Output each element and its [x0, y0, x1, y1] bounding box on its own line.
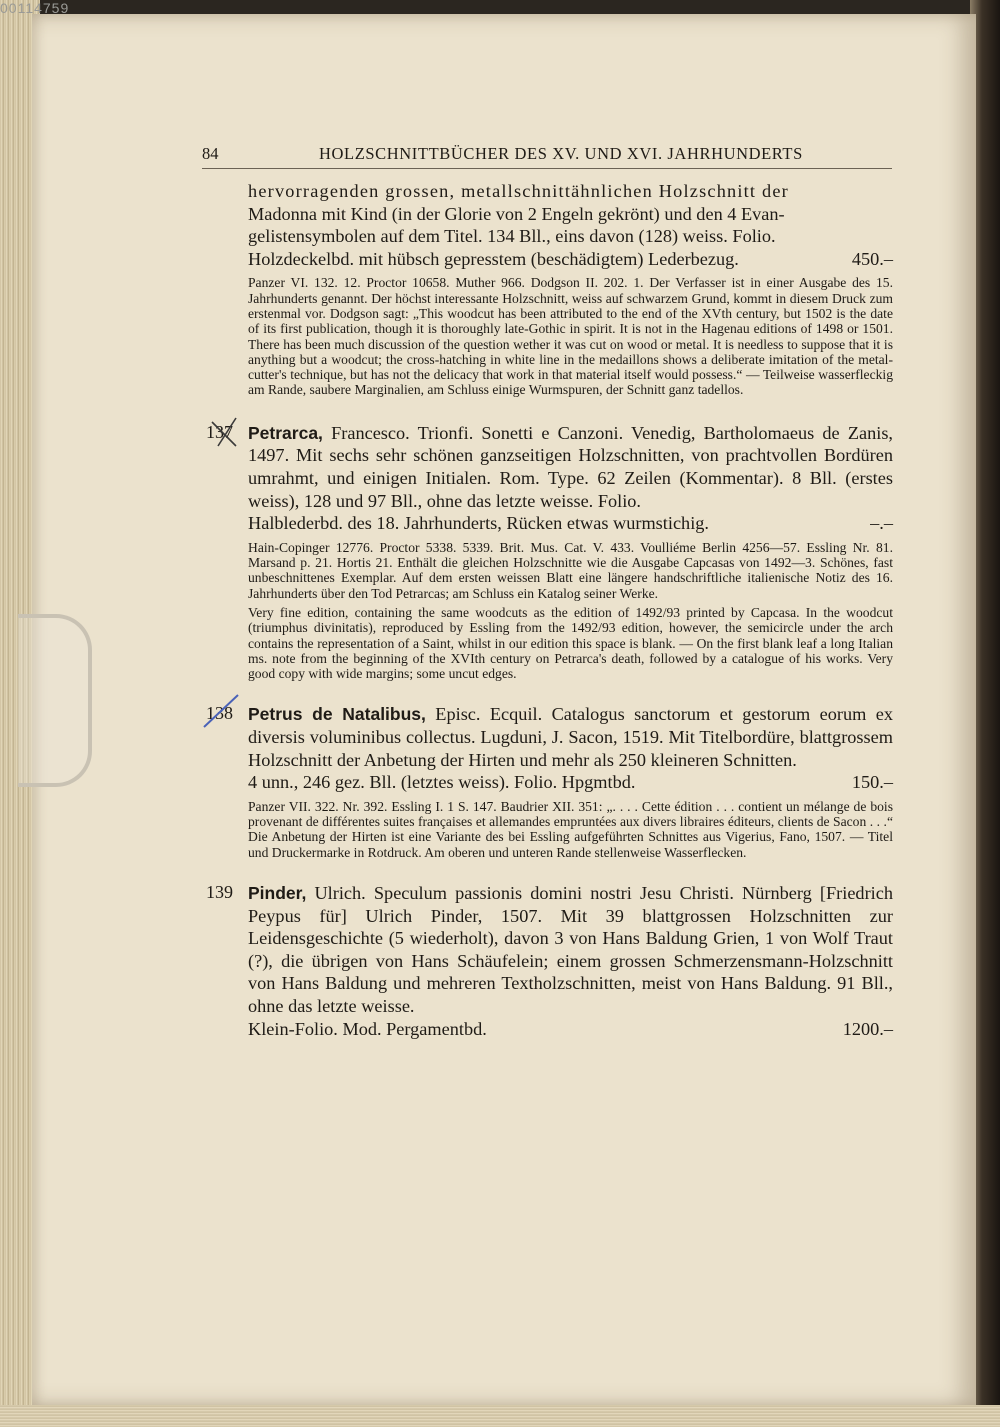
price: 450.– [851, 248, 893, 269]
entry-number: 137 [206, 421, 233, 442]
scan-stamp: 00114759 [0, 0, 70, 16]
entry-continuation [248, 180, 893, 398]
description-line: 4 unn., 246 gez. Bll. (letztes weiss). Folio. Hpgmtbd. [248, 772, 636, 793]
entry-description: Francesco. Trionfi. Sonetti e Canzoni. Venedig, Bartholomaeus de Zanis, 1497. Mit sechs sehr schönen ganzseitigen Holzschnitten, von prachtvollen Bordüren umrahmt, und einigen Initialen. Rom. Type. 62 Zeilen (Kommentar). 8 Bll. (erstes weiss), 128 und 97 Bll., ohne das letzte weisse. Folio. [248, 422, 893, 511]
entry-number: 139 [206, 881, 233, 902]
price: –.– [870, 513, 893, 534]
running-header [202, 144, 892, 169]
entry-description [248, 180, 893, 270]
running-title: HOLZSCHNITTBÜCHER DES XV. UND XVI. JAHRHUNDERTS [319, 144, 803, 163]
description-line: hervorragenden grossen, metallschnittähnlichen Holzschnitt der [248, 181, 789, 201]
entry-number: 138 [206, 703, 233, 724]
entry-139 [206, 881, 893, 1040]
entry-137 [206, 421, 893, 682]
description-line: Klein-Folio. Mod. Pergamentbd. [248, 1018, 487, 1039]
entry-description: Episc. Ecquil. Catalogus sanctorum et gestorum eorum ex diversis voluminibus collectus. Lugduni, J. Sacon, 1519. Mit Titelbordüre, blattgrossem Holzschnitt der Anbetung der Hirten und mehr als 250 kleineren Schnitten. [248, 704, 893, 770]
bibliographic-note: Panzer VI. 132. 12. Proctor 10658. Muther 966. Dodgson II. 202. 1. Der Verfasser ist in einer Ausgabe des 15. Jahrhunderts genannt. Der höchst interessante Holzschnitt, weiss auf schwarzem Grund, kommt in diesem Druck zum erstenmal vor. Dodgson sagt: „This woodcut has been attributed to the end of the XVth century, but 1502 is the date of its first publication, though it is thoroughly late-Gothic in spirit. It is not in the Hagenau editions of 1498 or 1501. There has been much discussion of the question wether it was cut on wood or metal. It is needless to suppose that it is anything but a woodcut; the cross-hatching in white line in the medaillons shows a deliberate imitation of the metal-cutter's technique, but has not the delicacy that work in that material itself would possess.“ — Teilweise wasserfleckig am Rande, saubere Marginalien, am Schluss einige Wurmspuren, der Schnitt ganz tadellos. [248, 275, 893, 398]
text-column [206, 180, 893, 1040]
entry-138 [206, 703, 893, 860]
price: 150.– [851, 772, 893, 793]
entry-author: Petrarca, [248, 422, 323, 443]
entry-author: Pinder, [248, 882, 307, 903]
description-line: Madonna mit Kind (in der Glorie von 2 Engeln gekrönt) und den 4 Evan- [248, 203, 785, 224]
description-line: Halblederbd. des 18. Jahrhunderts, Rücken etwas wurmstichig. [248, 513, 709, 534]
bibliographic-note: Panzer VII. 322. Nr. 392. Essling I. 1 S. 147. Baudrier XII. 351: „. . . . Cette édition . . . contient un mélange de bois provenant de différentes suites françaises et allemandes empruntées aux divers libraires éditeurs, clients de Sacon . . .“ Die Anbetung der Hirten ist eine Variante des bei Essling aufgeführten Schnittes aus Vigerius, Fano, 1507. — Titel und Druckermarke in Rotdruck. Am oberen und unteren Rande stellenweise Wasserflecken. [248, 798, 893, 860]
paper-clip [18, 614, 92, 787]
bibliographic-note: Hain-Copinger 12776. Proctor 5338. 5339. Brit. Mus. Cat. V. 433. Voulliéme Berlin 4256—57. Essling Nr. 81. Marsand p. 21. Hortis 21. Enthält die gleichen Holzschnitte wie die Ausgabe Capcasas von 1492—3. Schönes, fast unbeschnittenes Exemplar. Auf dem ersten weissen Blatt eine längere handschriftliche italienische Notiz des 16. Jahrhunderts über den Tod Petrarcas; am Schluss ein Katalog seiner Werke. [248, 539, 893, 601]
description-line: Holzdeckelbd. mit hübsch gepresstem (beschädigtem) Lederbezug. [248, 248, 739, 269]
english-note: Very fine edition, containing the same woodcuts as the edition of 1492/93 printed by Capcasa. In the woodcut (triumphus divinitatis), reproduced by Essling from the 1492/93 edition, however, the semicircle under the arch contains the representation of a Saint, whilst in our edition this space is blank. — On the first blank leaf a long Italian ms. note from the beginning of the XVIth century on Petrarca's death, followed by a catalogue of his works. Very good copy with wide margins; some uncut edges. [248, 604, 893, 682]
price: 1200.– [842, 1018, 893, 1039]
entry-author: Petrus de Natalibus, [248, 704, 426, 725]
description-line: gelistensymbolen auf dem Titel. 134 Bll., eins davon (128) weiss. Folio. [248, 226, 776, 247]
page-number: 84 [202, 144, 219, 163]
entry-description: Ulrich. Speculum passionis domini nostri Jesu Christi. Nürnberg [Friedrich Peypus für] Ulrich Pinder, 1507. Mit 39 blattgrossen Holzschnitten zur Leidensgeschichte (5 wiederholt), davon 3 von Hans Baldung Grien, 1 von Wolf Traut (?), die übrigen von Hans Schäufelein; einem grossen Schmerzensmann-Holzschnitt von Hans Baldung und mehreren Textholzschnitten, meist von Hans Baldung. 91 Bll., ohne das letzte weisse. [248, 882, 893, 1016]
book-page-edges-bottom [0, 1405, 1000, 1427]
